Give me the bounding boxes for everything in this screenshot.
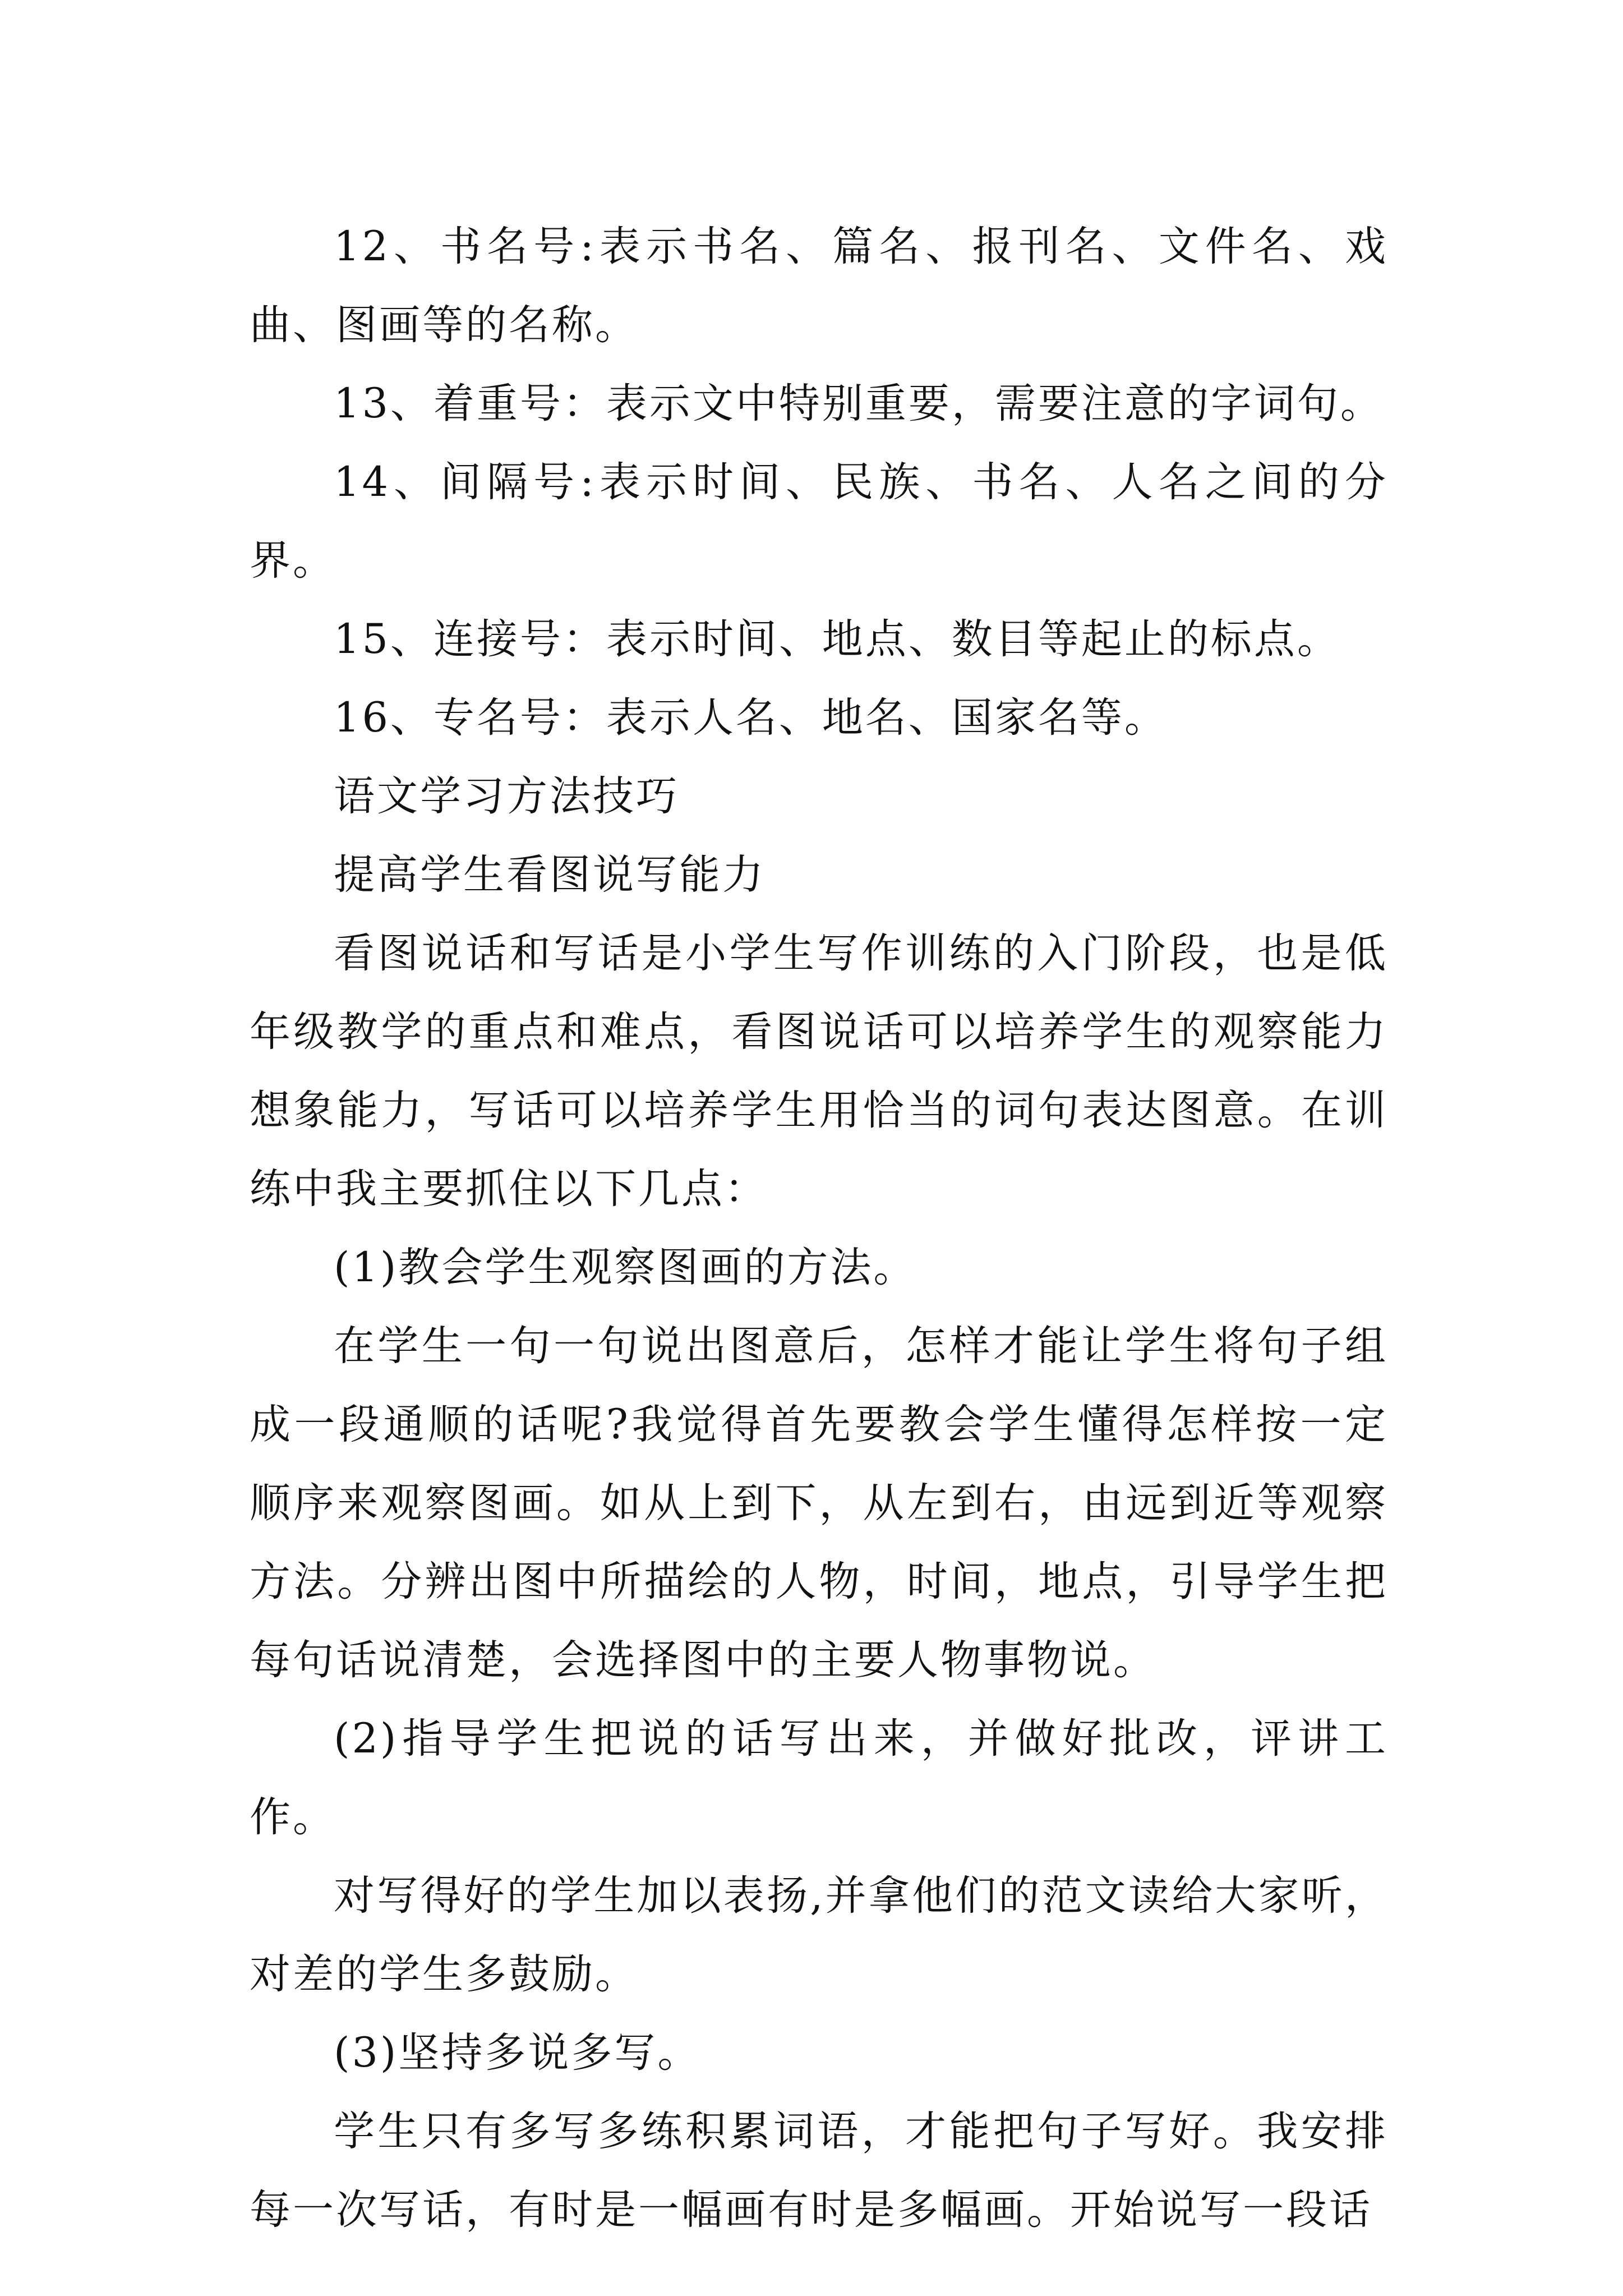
paragraph-book-title-mark: 12、书名号:表示书名、篇名、报刊名、文件名、戏曲、图画等的名称。 xyxy=(250,223,1388,349)
paragraph-proper-noun-mark: 16、专名号：表示人名、地名、国家名等。 xyxy=(334,694,1168,742)
section-heading: 语文学习方法技巧 xyxy=(334,772,679,820)
point-3-body: 学生只有多写多练积累词语，才能把句子写好。我安排每一次写话，有时是一幅画有时是多幅画。开始说写一段话 xyxy=(250,2108,1388,2234)
point-1-heading: (1)教会学生观察图画的方法。 xyxy=(334,1244,917,1291)
point-1-body: 在学生一句一句说出图意后，怎样才能让学生将句子组成一段通顺的话呢?我觉得首先要教会学生懂得怎样按一定顺序来观察图画。如从上到下，从左到右，由远到近等观察方法。分辨出图中所描绘的人物，时间，地点，引导学生把每句话说清楚，会选择图中的主要人物事物说。 xyxy=(250,1322,1388,1684)
point-3-heading: (3)坚持多说多写。 xyxy=(334,2029,701,2077)
paragraph-separator-mark: 14、间隔号:表示时间、民族、书名、人名之间的分界。 xyxy=(250,458,1388,585)
document-body xyxy=(250,208,1388,2249)
point-2-body: 对写得好的学生加以表扬,并拿他们的范文读给大家听，对差的学生多鼓励。 xyxy=(250,1872,1388,1998)
point-2-heading: (2)指导学生把说的话写出来，并做好批改，评讲工作。 xyxy=(250,1715,1388,1841)
paragraph-intro: 看图说话和写话是小学生写作训练的入门阶段，也是低年级教学的重点和难点，看图说话可以培养学生的观察能力想象能力，写话可以培养学生用恰当的词句表达图意。在训练中我主要抓住以下几点： xyxy=(250,930,1388,1213)
paragraph-connector-mark: 15、连接号：表示时间、地点、数目等起止的标点。 xyxy=(334,615,1340,663)
paragraph-emphasis-mark: 13、着重号：表示文中特别重要，需要注意的字词句。 xyxy=(334,380,1384,427)
subsection-heading: 提高学生看图说写能力 xyxy=(334,851,766,899)
